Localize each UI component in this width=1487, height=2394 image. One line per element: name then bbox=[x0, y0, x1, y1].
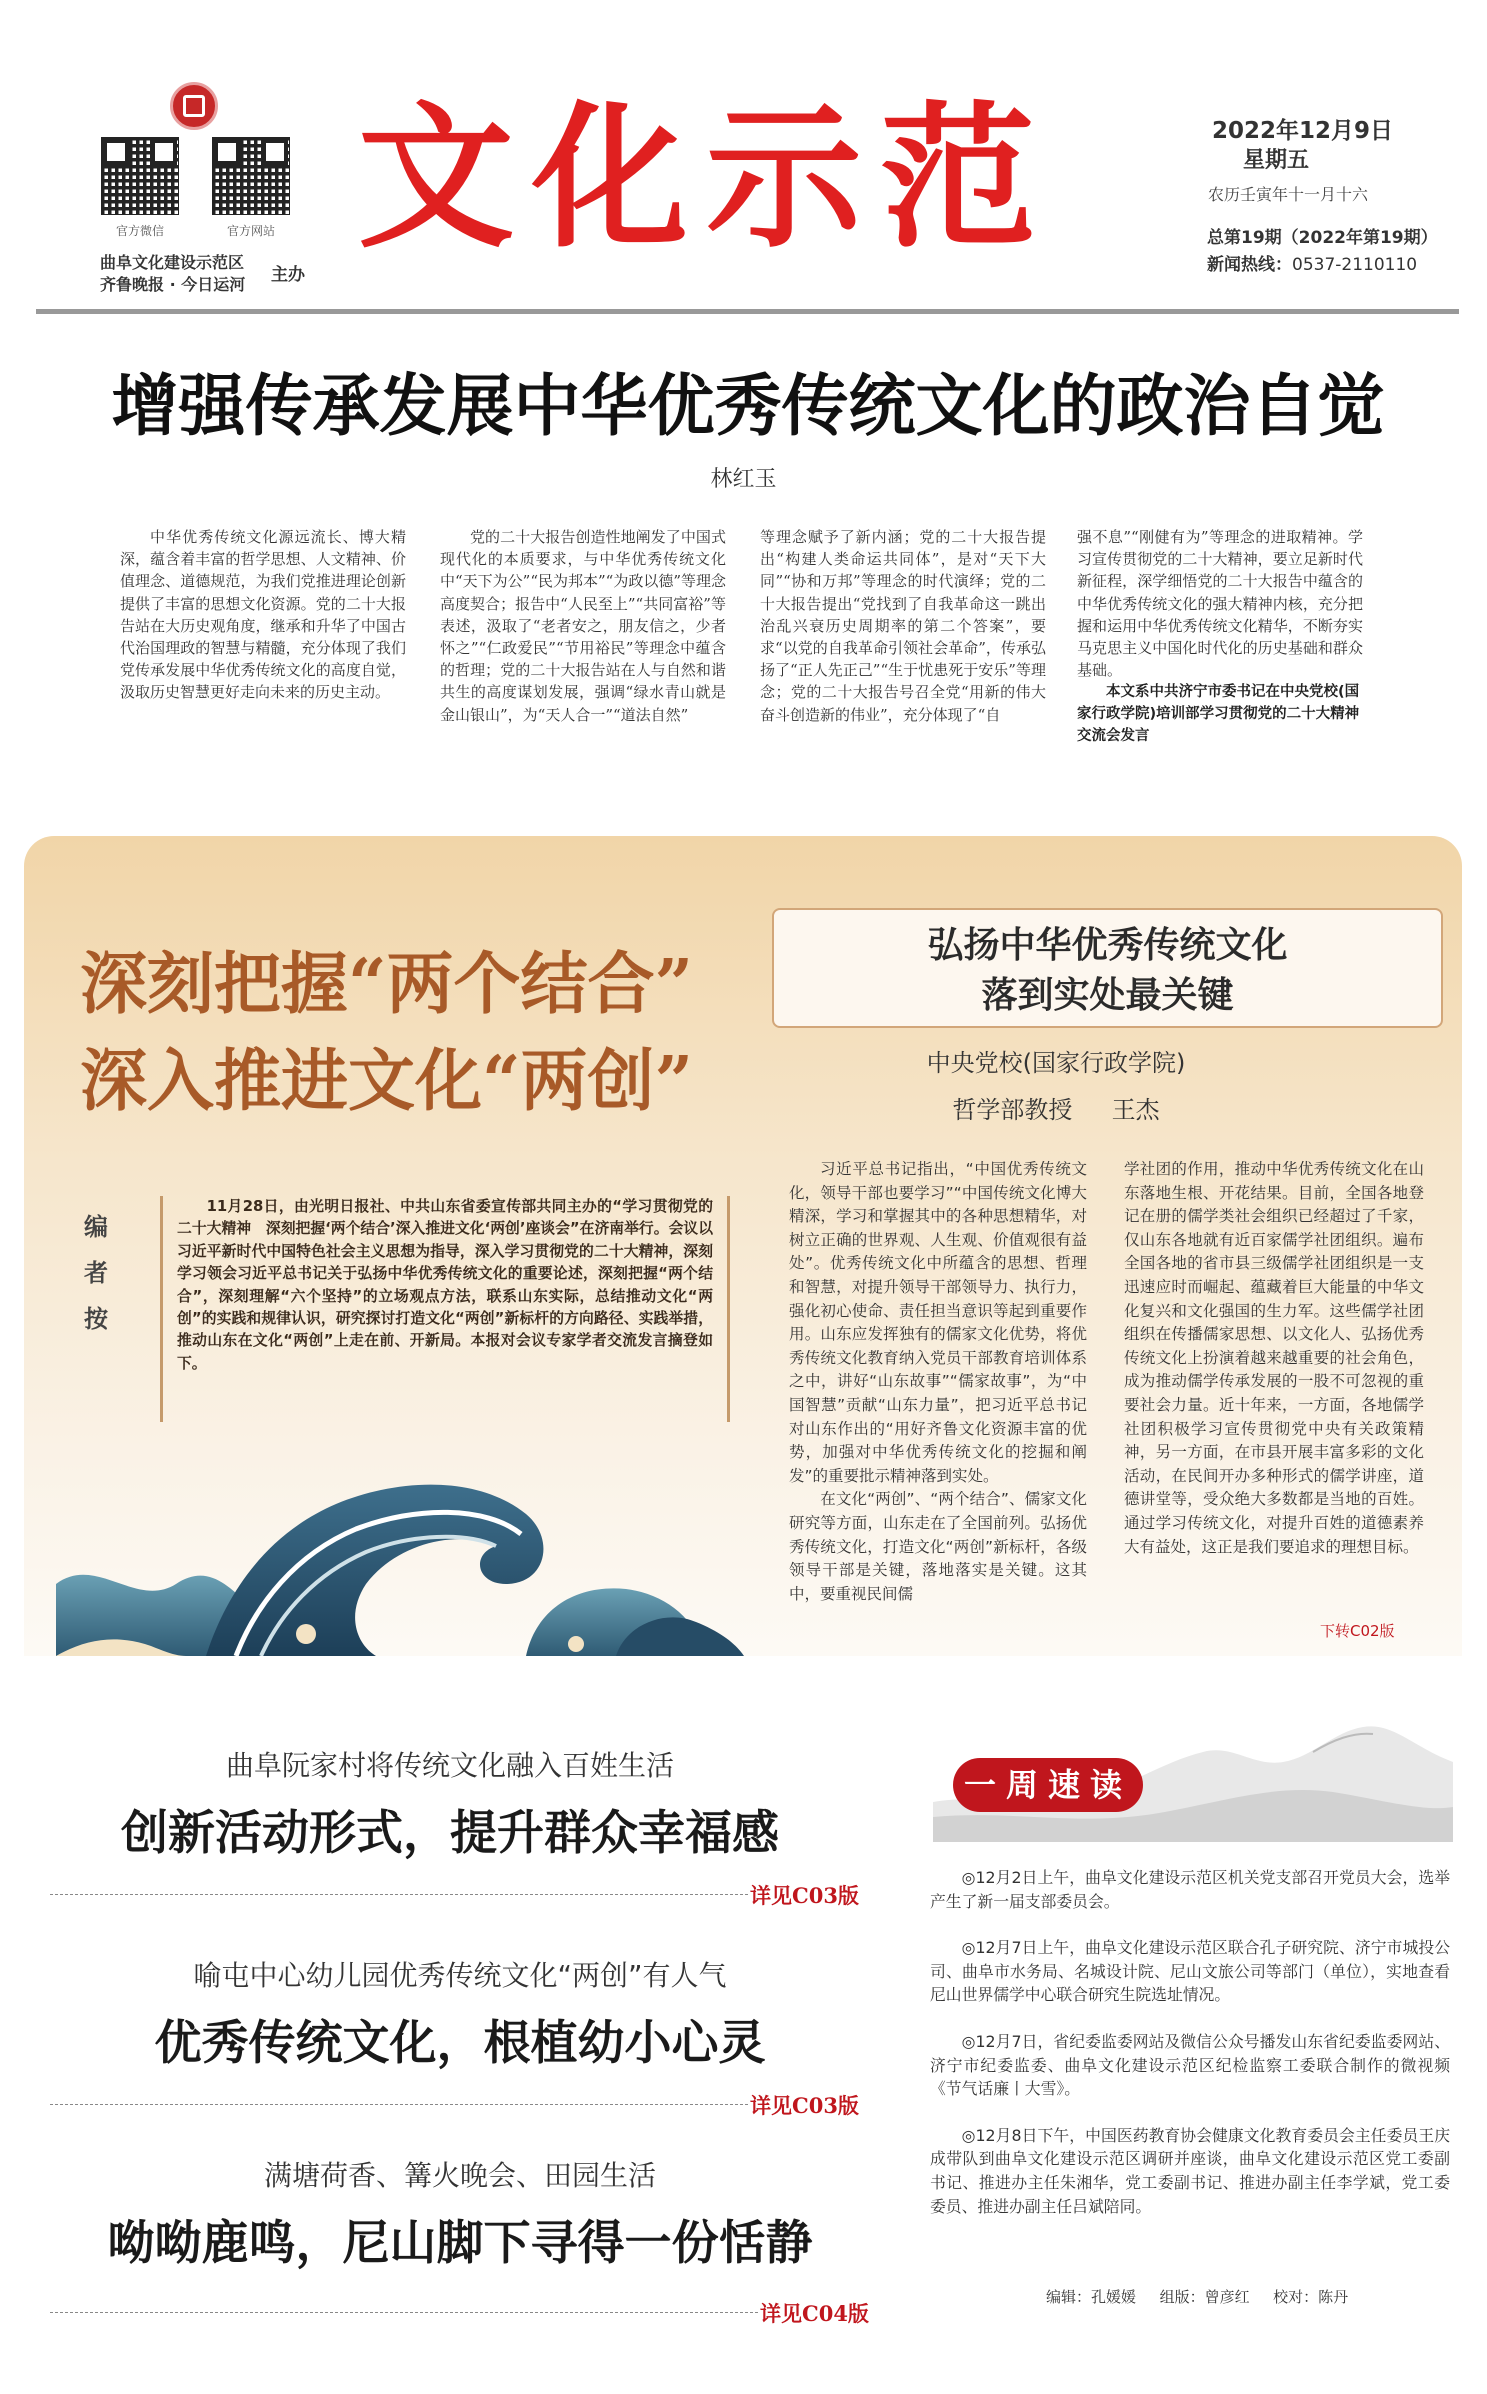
feature-title-line1: 深刻把握“两个结合” bbox=[80, 944, 694, 1023]
sub-article-title-line1: 弘扬中华优秀传统文化 bbox=[927, 924, 1288, 966]
footer-editor: 编辑：孔媛媛 bbox=[1046, 2288, 1137, 2306]
masthead bbox=[0, 0, 1487, 318]
masthead-divider bbox=[36, 309, 1459, 314]
issue-number: 总第19期（2022年第19期） bbox=[1207, 228, 1438, 248]
feature-title-line2: 深入推进文化“两创” bbox=[80, 1041, 694, 1120]
editor-note-text: 11月28日，由光明日报社、中共山东省委宣传部共同主办的“学习贯彻党的二十大精神 深刻把握‘两个结合’深入推进文化‘两创’座谈会”在济南举行。会议以习近平新时代中国特色社会主义思想为指导，深入学习贯彻党的二十大精神，深刻学习领会习近平总书记关于弘扬中华优秀传统文化的重要论述，深刻把握“两个结合”，深刻理解“六个坚持”的立场观点方法，联系山东实际，总结推动文化“两创”的实践和规律认识，研究探讨打造文化“两创”新标杆的方向路径、实践举措，推动山东在文化“两创”上走在前、开新局。本报对会议专家学者交流发言摘登如下。 bbox=[177, 1198, 713, 1372]
lead-column-4-text: 强不息”“刚健有为”等理念的进取精神。学习宣传贯彻党的二十大精神，要立足新时代新征程，深学细悟党的二十大报告中蕴含的中华优秀传统文化的强大精神内核，充分把握和运用中华优秀传统文化精华，不断夯实马克思主义中国化时代化的历史基础和群众基础。 bbox=[1077, 528, 1363, 680]
weekly-item-4: ◎12月8日下午，中国医药教育协会健康文化教育委员会主任委员王庆成带队到曲阜文化建设示范区调研并座谈，曲阜文化建设示范区党工委副书记、推进办主任朱湘华，党工委副书记、推进办副主任李学斌，党工委委员、推进办副主任吕斌陪同。 bbox=[930, 2125, 1450, 2216]
brief-2-divider bbox=[50, 2104, 748, 2105]
newspaper-title: 文化示范 bbox=[358, 87, 1054, 269]
qr-label-website: 官方网站 bbox=[226, 224, 275, 238]
sub-article-column-2: 学社团的作用，推动中华优秀传统文化在山东落地生根、开花结果。目前，全国各地登记在册的儒学类社会组织已经超过了千家，仅山东各地就有近百家儒学社团组织。遍布全国各地的省市县三级儒学社团组织是一支迅速应时而崛起、蕴藏着巨大能量的中华文化复兴和文化强国的生力军。这些儒学社团组织在传播儒家思想、以文化人、弘扬优秀传统文化上扮演着越来越重要的社会角色，成为推动儒学传承发展的一股不可忽视的重要社会力量。近十年来，一方面，各地儒学社团积极学习宣传贯彻党中央有关政策精神，另一方面，在市县开展丰富多彩的文化活动，在民间开办多种形式的儒学讲座，道德讲堂等，受众绝大多数都是当地的百姓。通过学习传统文化，对提升百姓的道德素养大有益处，这正是我们要追求的理想目标。 bbox=[1124, 1160, 1424, 1556]
sub-article-author-line bbox=[772, 1090, 1340, 1125]
wechat-qr-code[interactable] bbox=[101, 137, 179, 215]
lead-author-note: 本文系中共济宁市委书记在中央党校(国家行政学院)培训部学习贯彻党的二十大精神交流会发言 bbox=[1077, 684, 1360, 745]
brief-3-page-ref[interactable]: 详见C04版 bbox=[760, 2301, 869, 2326]
lead-author: 林红玉 bbox=[710, 467, 777, 492]
brief-2[interactable] bbox=[40, 1950, 870, 2120]
brief-2-headline: 优秀传统文化，根植幼小心灵 bbox=[154, 2016, 766, 2071]
wave-illustration bbox=[56, 1434, 744, 1656]
continue-note: 下转C02版 bbox=[1320, 1622, 1395, 1640]
editor-label-char-1: 编 bbox=[84, 1212, 108, 1241]
sponsor-1: 曲阜文化建设示范区 bbox=[100, 253, 245, 272]
lead-column-4 bbox=[1077, 526, 1363, 747]
hotline-number: 0537-2110110 bbox=[1292, 255, 1418, 275]
brief-2-page-ref[interactable]: 详见C03版 bbox=[750, 2093, 859, 2118]
sub-article-column-1: 习近平总书记指出，“中国优秀传统文化，领导干部也要学习”“中国传统文化博大精深，学习和掌握其中的各种思想精华，对树立正确的世界观、人生观、价值观很有益处”。优秀传统文化中所蕴含的思想、哲理和智慧，对提升领导干部领导力、执行力，强化初心使命、责任担当意识等起到重要作用。山东应发挥独有的儒家文化优势，将优秀传统文化教育纳入党员干部教育培训体系之中，讲好“山东故事”“儒家故事”，为“中国智慧”贡献“山东力量”，把习近平总书记对山东作出的“用好齐鲁文化资源丰富的优势，加强对中华优秀传统文化的挖掘和阐发”的重要批示精神落到实处。 在文化“两创”、“两个结合”、儒家文化研究等方面，山东走在了全国前列。弘扬优秀传统文化，打造文化“两创”新标杆，各级领导干部是关键，落地落实是关键。这其中，要重视民间儒 bbox=[789, 1160, 1087, 1603]
issue-weekday: 星期五 bbox=[1243, 148, 1310, 173]
sponsor-suffix: 主办 bbox=[271, 265, 305, 285]
lead-column-3: 等理念赋予了新内涵；党的二十大报告提出“构建人类命运共同体”，是对“天下大同”“协和万邦”等理念的时代演绎；党的二十大报告提出“党找到了自我革命这一跳出治乱兴衰历史周期率的第二个答案”，要求“以党的自我革命引领社会革命”，传承弘扬了“正人先正己”“生于忧患死于安乐”等理念；党的二十大报告号召全党“用新的伟大奋斗创造新的伟业”，充分体现了“自 bbox=[760, 528, 1046, 724]
weekly-read-title: 一周速读 bbox=[963, 1766, 1132, 1804]
weekly-read-title-badge bbox=[953, 1758, 1143, 1812]
brief-1-headline: 创新活动形式，提升群众幸福感 bbox=[121, 1806, 779, 1861]
brief-3-headline: 呦呦鹿鸣，尼山脚下寻得一份恬静 bbox=[107, 2216, 813, 2271]
weekly-read-list bbox=[930, 1866, 1450, 2218]
brief-2-kicker: 喻屯中心幼儿园优秀传统文化“两创”有人气 bbox=[193, 1959, 727, 1992]
emblem-logo bbox=[170, 82, 218, 130]
sub-article-title-line2: 落到实处最关键 bbox=[981, 974, 1234, 1016]
footer-layout: 组版：曾彦红 bbox=[1159, 2288, 1250, 2306]
issue-date: 2022年12月9日 bbox=[1212, 118, 1394, 144]
sub-article-author-name: 王杰 bbox=[1111, 1096, 1160, 1124]
sub-article-title-box bbox=[772, 908, 1443, 1028]
sub-article-author-org: 中央党校(国家行政学院) bbox=[926, 1049, 1186, 1077]
editor-label-char-2: 者 bbox=[84, 1258, 108, 1287]
brief-1-divider bbox=[50, 1894, 748, 1895]
weekly-item-1: ◎12月2日上午，曲阜文化建设示范区机关党支部召开党员大会，选举产生了新一届支部委员会。 bbox=[930, 1868, 1450, 1911]
weekly-item-2: ◎12月7日上午，曲阜文化建设示范区联合孔子研究院、济宁市城投公司、曲阜市水务局、名城设计院、尼山文旅公司等部门（单位），实地查看尼山世界儒学中心联合研究生院选址情况。 bbox=[930, 1938, 1450, 2005]
editor-label bbox=[84, 1204, 114, 1342]
sub-article-author-role: 哲学部教授 bbox=[952, 1096, 1073, 1124]
hotline-label: 新闻热线： bbox=[1207, 255, 1292, 275]
editor-label-char-3: 按 bbox=[84, 1304, 108, 1333]
weekly-read-banner bbox=[933, 1722, 1453, 1842]
sponsor-2: 齐鲁晚报 · 今日运河 bbox=[100, 275, 246, 294]
qr-label-wechat: 官方微信 bbox=[115, 224, 164, 238]
editor-note bbox=[160, 1196, 730, 1422]
brief-1[interactable] bbox=[40, 1740, 870, 1910]
lead-column-2: 党的二十大报告创造性地阐发了中国式现代化的本质要求，与中华优秀传统文化中“天下为公”“民为邦本”“为政以德”等理念高度契合；报告中“人民至上”“共同富裕”等表述，汲取了“老者安之，朋友信之，少者怀之”“仁政爱民”“节用裕民”等理念中蕴含的哲理；党的二十大报告站在人与自然和谐共生的高度谋划发展，强调“绿水青山就是金山银山”，为“天人合一”“道法自然” bbox=[440, 528, 727, 724]
footer-credits bbox=[1046, 2286, 1348, 2307]
news-hotline bbox=[1207, 250, 1417, 275]
lead-column-1: 中华优秀传统文化源远流长、博大精深，蕴含着丰富的哲学思想、人文精神、价值理念、道德规范，为我们党推进理论创新提供了丰富的思想文化资源。党的二十大报告站在大历史观角度，继承和升华了中国古代治国理政的智慧与精髓，充分体现了我们党传承发展中华优秀传统文化的高度自觉，汲取历史智慧更好走向未来的历史主动。 bbox=[120, 528, 406, 702]
lunar-date: 农历壬寅年十一月十六 bbox=[1208, 185, 1369, 204]
footer-proof: 校对：陈丹 bbox=[1273, 2288, 1349, 2306]
website-qr-code[interactable] bbox=[212, 137, 290, 215]
brief-3-kicker: 满塘荷香、篝火晚会、田园生活 bbox=[263, 2159, 656, 2192]
lead-headline: 增强传承发展中华优秀传统文化的政治自觉 bbox=[111, 366, 1385, 445]
brief-3[interactable] bbox=[40, 2150, 890, 2330]
brief-1-page-ref[interactable]: 详见C03版 bbox=[750, 1883, 859, 1908]
weekly-item-3: ◎12月7日，省纪委监委网站及微信公众号播发山东省纪委监委网站、济宁市纪委监委、曲阜文化建设示范区纪检监察工委联合制作的微视频《节气话廉丨大雪》。 bbox=[930, 2031, 1450, 2099]
brief-3-divider bbox=[50, 2312, 758, 2313]
brief-1-kicker: 曲阜阮家村将传统文化融入百姓生活 bbox=[225, 1749, 674, 1782]
